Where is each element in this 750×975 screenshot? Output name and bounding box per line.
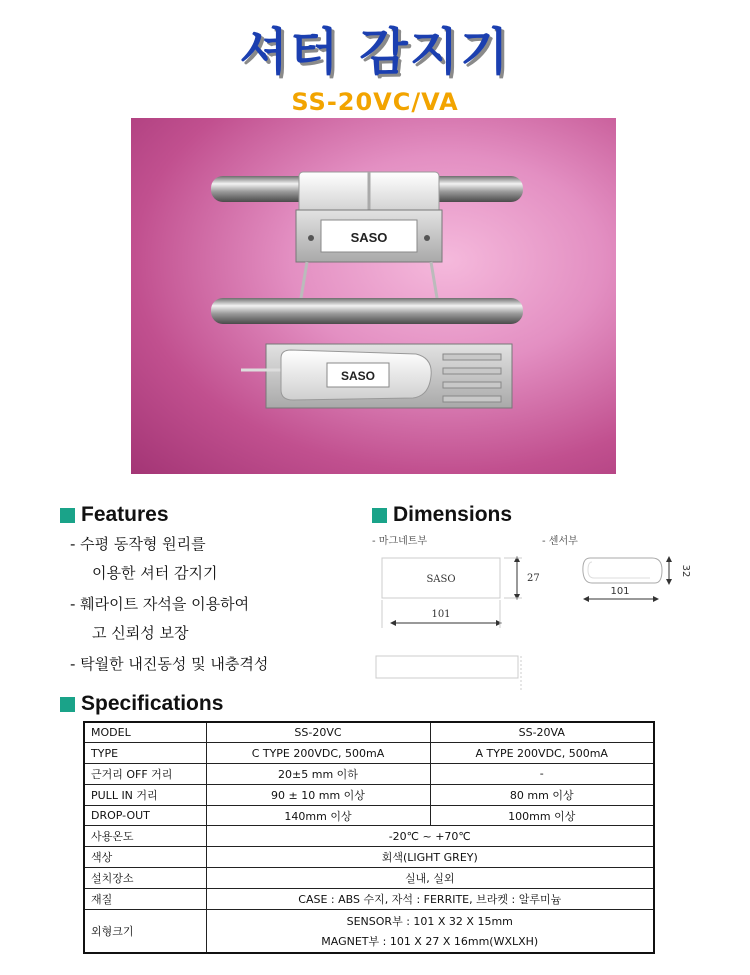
table-cell: -20℃ ~ +70℃ — [206, 826, 654, 847]
table-cell — [206, 909, 654, 953]
table-cell: 사용온도 — [84, 826, 206, 847]
table-cell: 100mm 이상 — [430, 805, 654, 826]
table-cell: 근거리 OFF 거리 — [84, 764, 206, 785]
table-row — [84, 888, 654, 909]
magnet-label: SASO — [426, 574, 456, 585]
table-row — [84, 784, 654, 805]
magnet-side-outline — [376, 656, 518, 678]
table-cell: 재질 — [84, 888, 206, 909]
sensor-size: SENSOR부 : 101 X 32 X 15mm — [346, 914, 513, 928]
table-cell: 회색(LIGHT GREY) — [206, 847, 654, 868]
table-header-row — [84, 722, 654, 743]
magnet-height: 27 — [527, 573, 540, 584]
table-cell: 색상 — [84, 847, 206, 868]
table-cell: PULL IN 거리 — [84, 784, 206, 805]
specifications-table — [83, 721, 655, 954]
feature-line: - 탁월한 내진동성 및 내충격성 — [70, 655, 269, 673]
table-cell: 20±5 mm 이하 — [206, 764, 430, 785]
sensor-width: 101 — [610, 586, 630, 597]
table-row — [84, 868, 654, 889]
table-row — [84, 764, 654, 785]
table-cell: DROP-OUT — [84, 805, 206, 826]
table-row — [84, 805, 654, 826]
table-cell: 90 ± 10 mm 이상 — [206, 784, 430, 805]
table-cell: 실내, 실외 — [206, 868, 654, 889]
table-cell: A TYPE 200VDC, 500mA — [430, 743, 654, 764]
sensor-caption: - 센서부 — [542, 536, 578, 547]
brand-text-top: SASO — [350, 230, 388, 245]
table-cell: 설치장소 — [84, 868, 206, 889]
features-heading: Features — [60, 503, 169, 527]
feature-line: 고 신뢰성 보장 — [92, 624, 189, 642]
table-row — [84, 847, 654, 868]
table-cell: MODEL — [84, 722, 206, 743]
sensor-height: 32 — [680, 564, 691, 578]
model-subtitle: SS-20VC/VA — [291, 88, 459, 116]
table-cell: TYPE — [84, 743, 206, 764]
specifications-heading: Specifications — [60, 692, 223, 716]
table-cell: SS-20VC — [206, 722, 430, 743]
table-cell: 외형크기 — [84, 909, 206, 953]
table-cell: 140mm 이상 — [206, 805, 430, 826]
table-cell: C TYPE 200VDC, 500mA — [206, 743, 430, 764]
sensor-outline — [583, 558, 662, 583]
magnet-size: MAGNET부 : 101 X 27 X 16mm(WXLXH) — [321, 934, 539, 948]
feature-line: - 훼라이트 자석을 이용하여 — [70, 595, 250, 613]
table-cell: CASE : ABS 수지, 자석 : FERRITE, 브라켓 : 알루미늄 — [206, 888, 654, 909]
feature-line: 이용한 셔터 감지기 — [92, 564, 218, 582]
table-cell: SS-20VA — [430, 722, 654, 743]
table-cell: - — [430, 764, 654, 785]
table-row — [84, 743, 654, 764]
table-row — [84, 826, 654, 847]
table-row — [84, 909, 654, 953]
page-title: 셔터 감지기 — [239, 23, 511, 81]
brand-text-bottom: SASO — [340, 369, 376, 383]
feature-line: - 수평 동작형 원리를 — [70, 535, 206, 553]
teal-square-icon — [60, 697, 75, 712]
magnet-caption: - 마그네트부 — [372, 536, 428, 547]
dimensions-heading: Dimensions — [372, 503, 512, 527]
magnet-width: 101 — [431, 609, 451, 620]
table-cell: 80 mm 이상 — [430, 784, 654, 805]
